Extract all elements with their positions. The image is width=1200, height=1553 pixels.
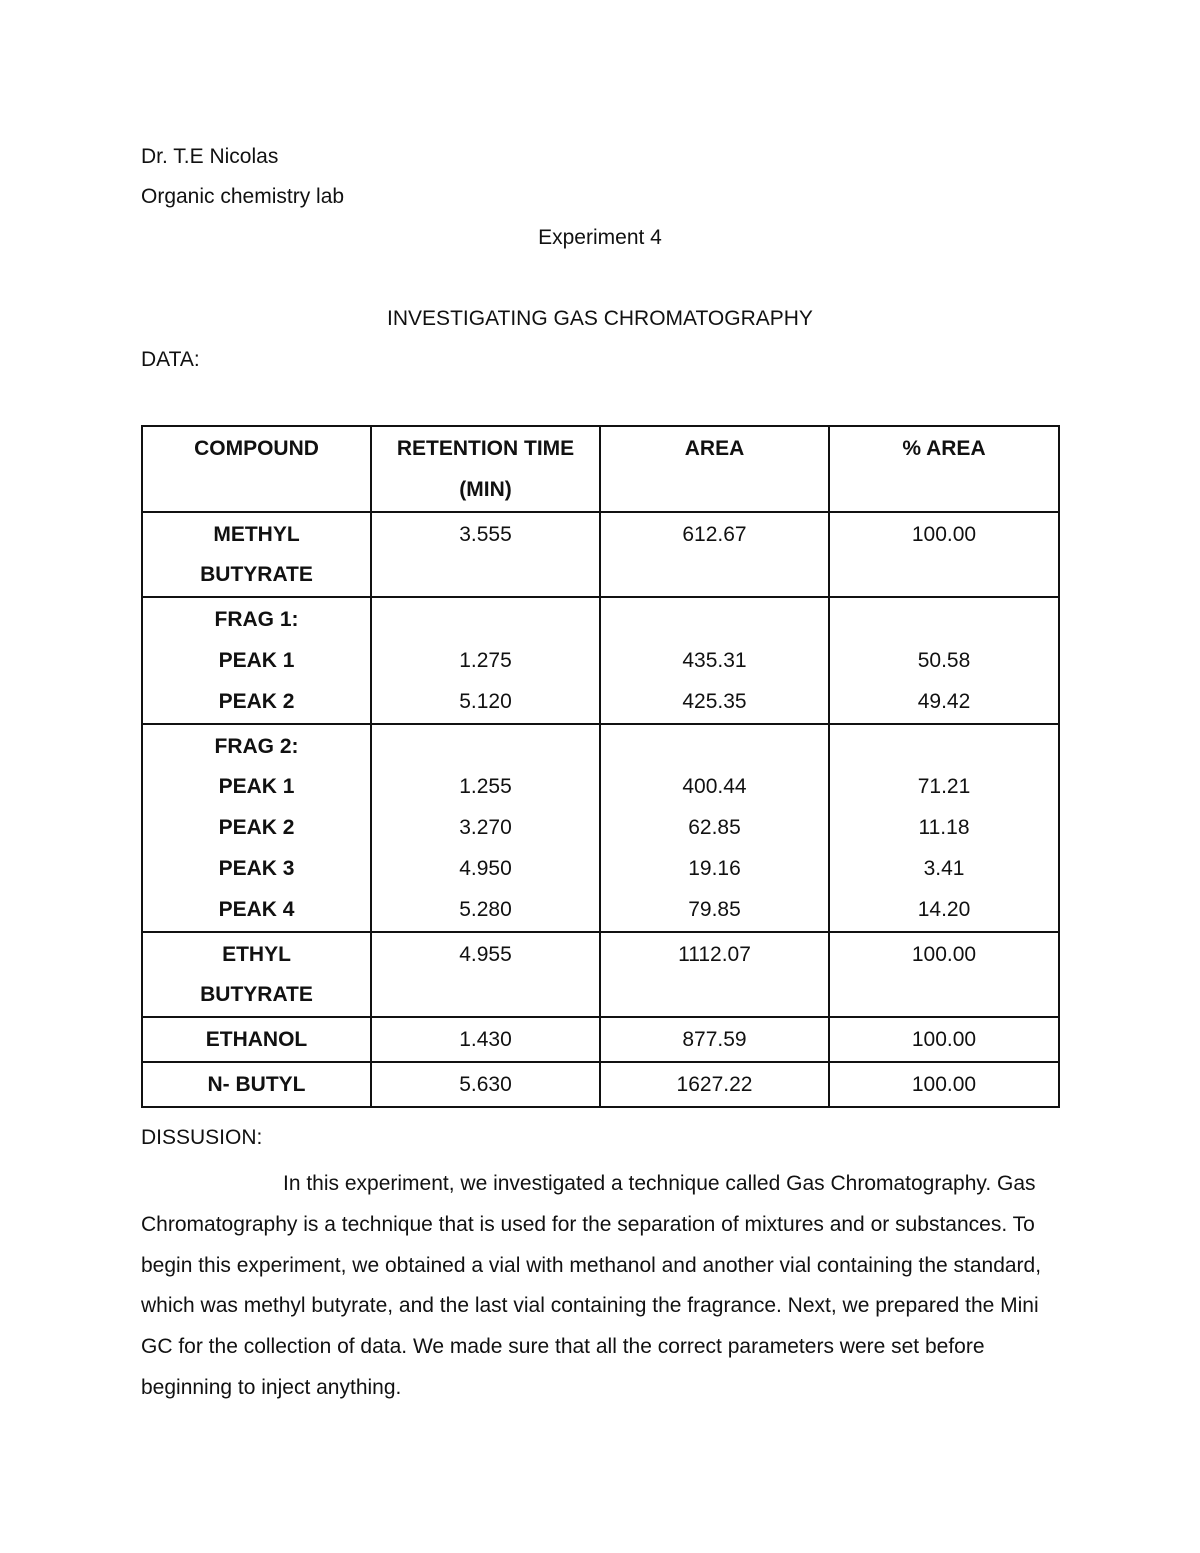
table-row [142, 932, 1059, 1018]
header-retention-time: RETENTION TIME (MIN) [371, 426, 600, 512]
compound-cell: N- BUTYL [142, 1062, 371, 1107]
retention-cell: 4.955 [371, 932, 600, 1018]
table-header-row [142, 426, 1059, 512]
retention-cell: 3.555 [371, 512, 600, 598]
table-row [142, 597, 1059, 723]
pct-area-cell: 71.21 11.18 3.41 14.20 [829, 724, 1059, 932]
discussion-text: In this experiment, we investigated a technique called Gas Chromatography. Gas Chromatography is a technique that is used for the separation of mixtures and or substances. To begin this experiment, we obtained a vial with methanol and another vial containing the standard, which was methyl butyrate, and the last vial containing the fragrance. Next, we prepared the Mini GC for the collection of data. We made sure that all the correct parameters were set before beginning to inject anything. [141, 1172, 1042, 1399]
table-row [142, 512, 1059, 598]
data-label: DATA: [141, 348, 200, 371]
compound-cell: ETHANOL [142, 1017, 371, 1062]
experiment-number: Experiment 4 [538, 226, 662, 249]
course-name: Organic chemistry lab [141, 185, 345, 208]
area-cell: 1112.07 [600, 932, 829, 1018]
area-cell: 400.44 62.85 19.16 79.85 [600, 724, 829, 932]
compound-cell: ETHYL BUTYRATE [142, 932, 371, 1018]
header-area: AREA [600, 426, 829, 512]
table-row [142, 1062, 1059, 1107]
pct-area-cell: 50.58 49.42 [829, 597, 1059, 723]
pct-area-cell: 100.00 [829, 1062, 1059, 1107]
author-name: Dr. T.E Nicolas [141, 145, 279, 168]
retention-cell: 1.275 5.120 [371, 597, 600, 723]
compound-cell: FRAG 1: PEAK 1 PEAK 2 [142, 597, 371, 723]
pct-area-cell: 100.00 [829, 1017, 1059, 1062]
retention-cell: 1.255 3.270 4.950 5.280 [371, 724, 600, 932]
retention-cell: 5.630 [371, 1062, 600, 1107]
area-cell: 435.31 425.35 [600, 597, 829, 723]
area-cell: 612.67 [600, 512, 829, 598]
header-compound: COMPOUND [142, 426, 371, 512]
results-table [141, 425, 1060, 1108]
table-row [142, 724, 1059, 932]
header-pct-area: % AREA [829, 426, 1059, 512]
compound-cell: FRAG 2: PEAK 1 PEAK 2 PEAK 3 PEAK 4 [142, 724, 371, 932]
page-title: INVESTIGATING GAS CHROMATOGRAPHY [387, 307, 813, 330]
retention-cell: 1.430 [371, 1017, 600, 1062]
compound-cell: METHYL BUTYRATE [142, 512, 371, 598]
area-cell: 1627.22 [600, 1062, 829, 1107]
area-cell: 877.59 [600, 1017, 829, 1062]
discussion-paragraph [141, 1164, 1071, 1409]
pct-area-cell: 100.00 [829, 512, 1059, 598]
discussion-label: DISSUSION: [141, 1126, 263, 1149]
table-row [142, 1017, 1059, 1062]
pct-area-cell: 100.00 [829, 932, 1059, 1018]
